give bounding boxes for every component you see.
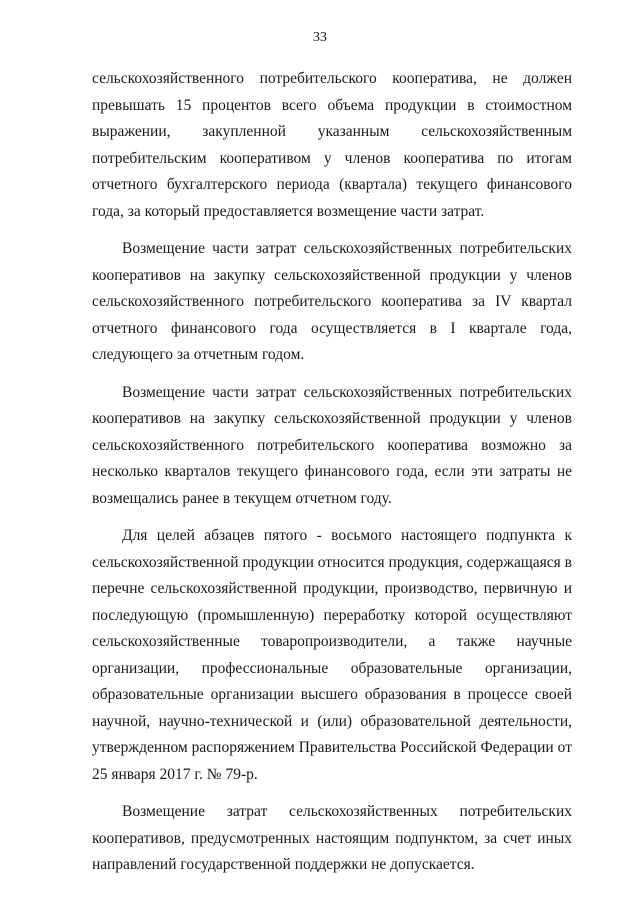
paragraph-no-double-support: Возмещение затрат сельскохозяйственных потребительских кооперативов, предусмотренных настоящим подпунктом, за счет иных направлений государственной поддержки не допускается. [92, 803, 572, 873]
document-body [92, 66, 572, 879]
paragraph-continuation: сельскохозяйственного потребительского кооператива, не должен превышать 15 процентов всего объема продукции в стоимостном выражении, закупленной указанным сельскохозяйственным потребительским кооперативом у членов кооператива по итогам отчетного бухгалтерского периода (квартала) текущего финансового года, за который предоставляется возмещение части затрат. [92, 70, 572, 220]
page-number: 33 [313, 30, 327, 45]
paragraph-q4-reimbursement: Возмещение части затрат сельскохозяйственных потребительских кооперативов на закупку сельскохозяйственной продукции у членов сельскохозяйственного потребительского кооператива за IV квартал отчетного финансового года осуществляется в I квартале года, следующего за отчетным годом. [92, 240, 572, 363]
paragraph-product-definition: Для целей абзацев пятого - восьмого настоящего подпункта к сельскохозяйственной продукции относится продукция, содержащаяся в перечне сельскохозяйственной продукции, производство, первичную и последующую (промышленную) переработку которой осуществляют сельскохозяйственные товаропроизводители, а также научные организации, профессиональные образовательные организации, образовательные организации высшего образования в процессе своей научной, научно-технической и (или) образовательной деятельности, утвержденном распоряжением Правительства Российской Федерации от 25 января 2017 г. № 79-р. [92, 527, 572, 783]
paragraph-multi-quarter: Возмещение части затрат сельскохозяйственных потребительских кооперативов на закупку сельскохозяйственной продукции у членов сельскохозяйственного потребительского кооператива возможно за несколько кварталов текущего финансового года, если эти затраты не возмещались ранее в текущем отчетном году. [92, 383, 572, 507]
